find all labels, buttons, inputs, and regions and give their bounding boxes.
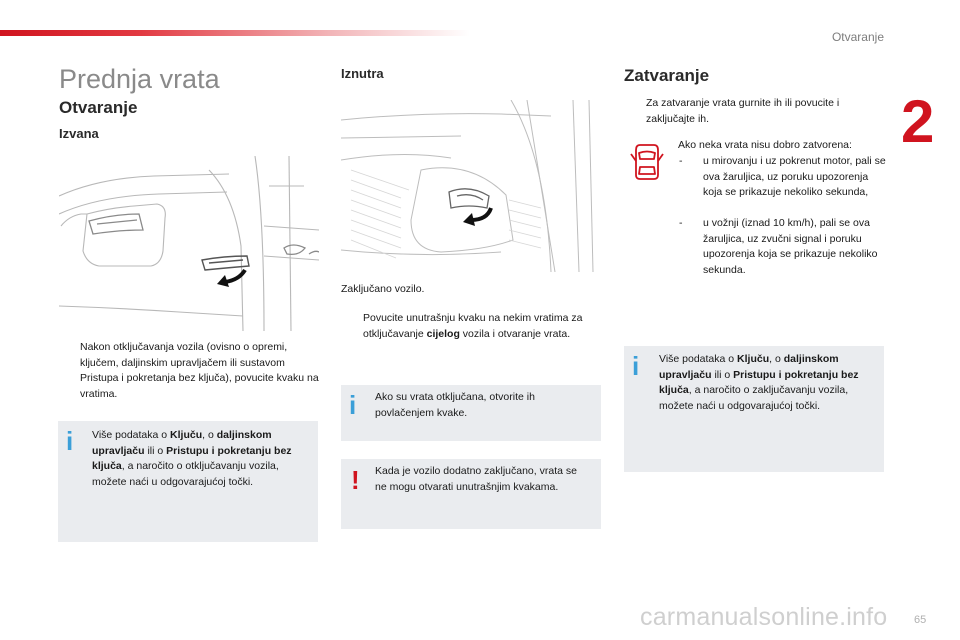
heading-otvaranje: Otvaranje [59, 98, 138, 117]
heading-iznutra: Iznutra [341, 66, 384, 81]
warning-box-deadlock-text: Kada je vozilo dodatno zaključano, vrata se ne mogu otvarati unutrašnjim kvakama. [375, 465, 577, 493]
interior-door-handle-illustration [341, 100, 601, 272]
dash-marker: - [679, 217, 683, 229]
locked-vehicle-label: Zaključano vozilo. [341, 283, 425, 295]
subheading-izvana: Izvana [59, 126, 99, 141]
top-accent-bar [0, 30, 470, 36]
not-closed-intro: Ako neka vrata nisu dobro zatvorena: [678, 139, 852, 151]
info-box-key-text: Više podataka o Ključu, o daljinskom upravljaču ili o Pristupu i pokretanju bez ključa, a naročito o otključavanju vozila, možete naći u odgovarajućoj točki. [92, 429, 292, 488]
watermark: carmanualsonline.info [640, 603, 888, 631]
not-closed-item-driving: u vožnji (iznad 10 km/h), pali se ova žaruljica, uz zvučni signal i poruku upozorenja koja se prikazuje nekoliko sekunda. [703, 217, 878, 276]
section-header: Otvaranje [831, 30, 884, 44]
chapter-number: 2 [901, 88, 935, 155]
info-box-unlocked-text: Ako su vrata otključana, otvorite ih povlačenjem kvake. [375, 391, 535, 419]
closing-instruction: Za zatvaranje vrata gurnite ih ili povucite i zaključajte ih. [646, 97, 840, 125]
info-icon: i [349, 390, 357, 420]
info-icon: i [66, 426, 74, 456]
page-number: 65 [914, 614, 927, 626]
heading-zatvaranje: Zatvaranje [624, 66, 710, 85]
dash-marker: - [679, 155, 683, 167]
warning-icon: ! [351, 465, 360, 495]
not-closed-item-stationary: u mirovanju i uz pokrenut motor, pali se ova žaruljica, uz poruku upozorenja koja se prikazuje nekoliko sekunda, [703, 155, 886, 198]
exterior-open-instruction: Nakon otključavanja vozila (ovisno o opremi, ključem, daljinskim upravljačem ili sustavom Pristupa i pokretanja bez ključa), povucite kvaku na vratima. [80, 341, 319, 400]
info-box-locking-text: Više podataka o Ključu, o daljinskom upravljaču ili o Pristupu i pokretanju bez ključa, a naročito o zaključavanju vozila, možete naći u odgovarajućoj točki. [659, 353, 859, 412]
exterior-door-handle-illustration [59, 156, 319, 331]
page-title: Prednja vrata [59, 64, 220, 94]
interior-open-instruction: Povucite unutrašnju kvaku na nekim vratima za otključavanje cijelog vozila i otvaranje vrata. [363, 312, 583, 340]
door-open-warning-lamp-icon [630, 142, 664, 182]
info-icon: i [632, 351, 640, 381]
